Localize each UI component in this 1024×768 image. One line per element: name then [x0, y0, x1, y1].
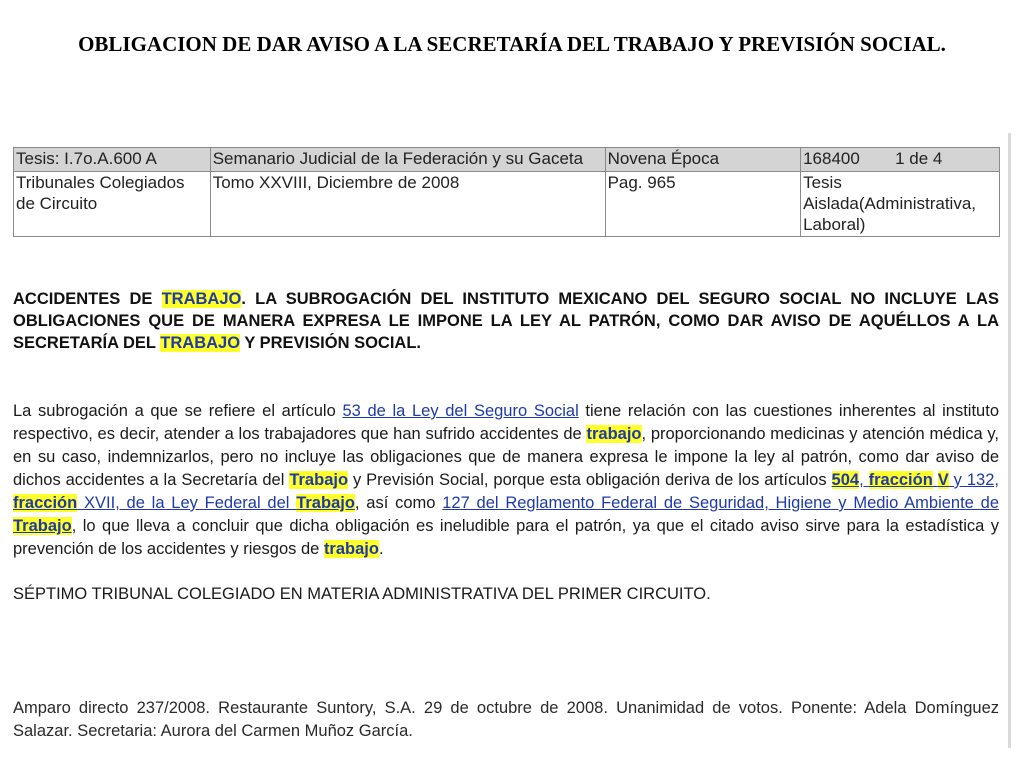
highlight-v: V [937, 471, 949, 489]
highlight-trabajo: trabajo [586, 425, 642, 443]
epoch-cell: Novena Época [605, 148, 801, 172]
heading-text: . LA SUBROGACIÓN DEL INSTITUTO MEXICANO DEL SEGURO SOCIAL NO INCLUYE LAS OBLIGACIONES QUE DE MANERA EXPRESA LE IMPONE LA LEY AL PATRÓN, COMO DAR AVISO DE AQUÉLLOS A LA SECRETARÍA DEL [13, 290, 999, 352]
body-text: y Previsión Social, porque esta obligación deriva de los artículos [348, 471, 832, 489]
registry-cell [801, 148, 1000, 172]
link-text: y 132, [948, 471, 999, 489]
page-cell: Pag. 965 [605, 172, 801, 237]
page-title: OBLIGACION DE DAR AVISO A LA SECRETARÍA DEL TRABAJO Y PREVISIÓN SOCIAL. [78, 32, 946, 56]
right-divider [1008, 133, 1011, 748]
body-text: , lo que lleva a concluir que dicha obligación es ineludible para el patrón, ya que el citado aviso sirve para la estadística y prevención de los accidentes y riesgos de [13, 517, 999, 558]
thesis-heading [13, 288, 999, 354]
amparo-reference: Amparo directo 237/2008. Restaurante Suntory, S.A. 29 de octubre de 2008. Unanimidad de votos. Ponente: Adela Domínguez Salazar. Secretaria: Aurora del Carmen Muñoz García. [13, 699, 999, 740]
body-text: tiene relación con las cuestiones inherentes al instituto respectivo, es decir, atender a los trabajadores que han sufrido accidentes de [13, 402, 999, 443]
link-text [933, 471, 938, 489]
highlight-fraccion: fracción [13, 494, 78, 512]
thesis-body [13, 400, 999, 561]
highlight-trabajo: Trabajo [13, 517, 72, 535]
thesis-info-table [13, 147, 1000, 237]
table-body-row [14, 172, 1000, 237]
link-text: XVII, de la Ley Federal del [77, 494, 297, 512]
highlight-trabajo: TRABAJO [160, 334, 241, 352]
link-text: , [859, 471, 869, 489]
highlight-trabajo: TRABAJO [161, 290, 242, 308]
tesis-cell: Tesis: I.7o.A.600 A [14, 148, 211, 172]
highlight-trabajo: trabajo [323, 540, 379, 558]
body-text: , así como [354, 494, 443, 512]
highlight-fraccion: fracción [868, 471, 933, 489]
highlight-trabajo: Trabajo [289, 471, 349, 489]
link-article-53-lss[interactable]: 53 de la Ley del Seguro Social [342, 402, 579, 420]
page-count: 1 de 4 [895, 149, 943, 168]
body-text: . [378, 540, 384, 558]
registry-number: 168400 [803, 149, 860, 168]
court-type-cell: Tribunales Colegiados de Circuito [14, 172, 211, 237]
issuing-court: SÉPTIMO TRIBUNAL COLEGIADO EN MATERIA ADMINISTRATIVA DEL PRIMER CIRCUITO. [13, 585, 711, 603]
body-text: , proporcionando medicinas y atención médica y, en su caso, indemnizarlos, pero no incluye las obligaciones que de manera expresa le impone la ley al patrón, como dar aviso de dichos accidentes a la Secretaría del [13, 425, 999, 489]
thesis-type-cell: Tesis Aislada(Administrativa, Laboral) [801, 172, 1000, 237]
highlight-trabajo: Trabajo [296, 494, 355, 512]
heading-text: ACCIDENTES DE [13, 290, 162, 308]
heading-text: Y PREVISIÓN SOCIAL. [240, 334, 421, 352]
highlight-504: 504 [831, 471, 860, 489]
body-text: La subrogación a que se refiere el artículo [13, 402, 343, 420]
source-cell: Semanario Judicial de la Federación y su Gaceta [210, 148, 605, 172]
table-header-row [14, 148, 1000, 172]
volume-cell: Tomo XXVIII, Diciembre de 2008 [210, 172, 605, 237]
link-text: 127 del Reglamento Federal de Seguridad, Higiene y Medio Ambiente de [442, 494, 999, 512]
